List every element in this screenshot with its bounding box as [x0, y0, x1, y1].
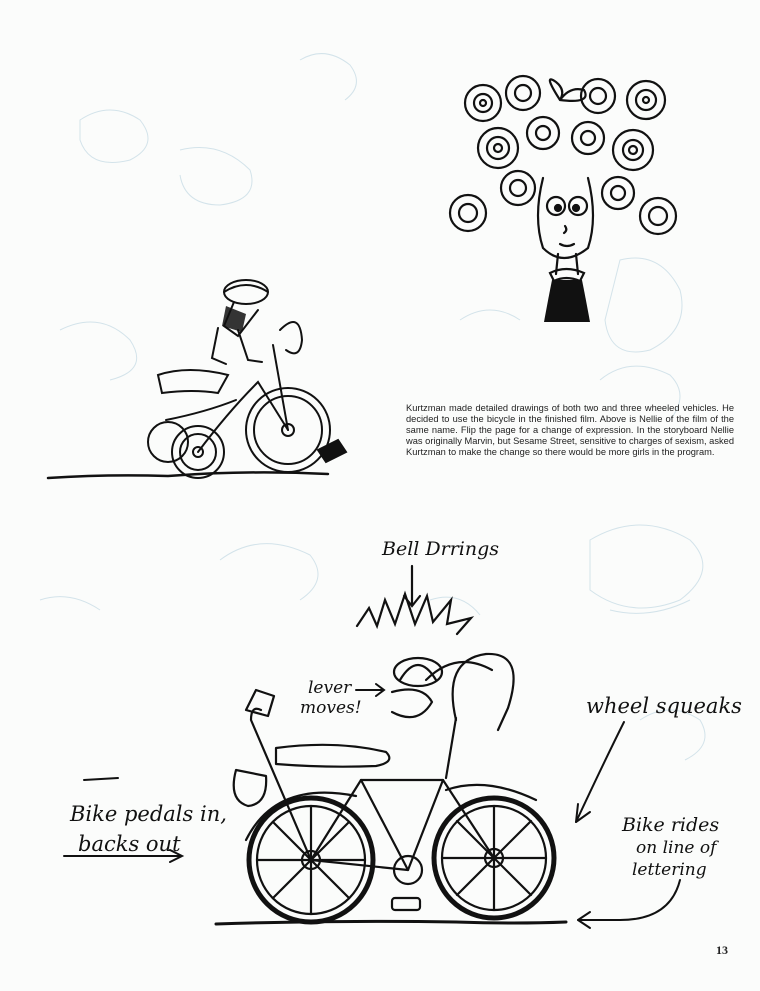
rides-annotation-line3: lettering	[632, 860, 707, 880]
lever-arrow	[354, 680, 390, 700]
rides-annotation-line2: on line of	[636, 838, 717, 858]
lever-annotation-line2: moves!	[300, 698, 362, 718]
pedals-annotation-line1: Bike pedals in,	[70, 802, 227, 826]
tricycle-drawing	[48, 270, 358, 488]
caption-text: Kurtzman made detailed drawings of both two and three wheeled vehicles. He decided to use the bicycle in the finished film. Above is Nellie of the film of the same name. Flip the page for a change of expression. In the storyboard Nellie was originally Marvin, but Sesame Street, sensitive to charges of sexism, asked Kurtzman to make the change so there would be more girls in the program.	[406, 403, 734, 457]
page-number: 13	[716, 943, 728, 957]
bell-annotation: Bell Drrings	[382, 538, 500, 560]
pedals-annotation-line2: backs out	[78, 832, 181, 856]
lever-annotation-line1: lever	[308, 678, 352, 698]
nellie-drawing	[448, 68, 693, 338]
rides-annotation-line1: Bike rides	[622, 814, 720, 836]
wheel-annotation: wheel squeaks	[586, 694, 742, 718]
bell-ring-burst	[352, 566, 482, 646]
